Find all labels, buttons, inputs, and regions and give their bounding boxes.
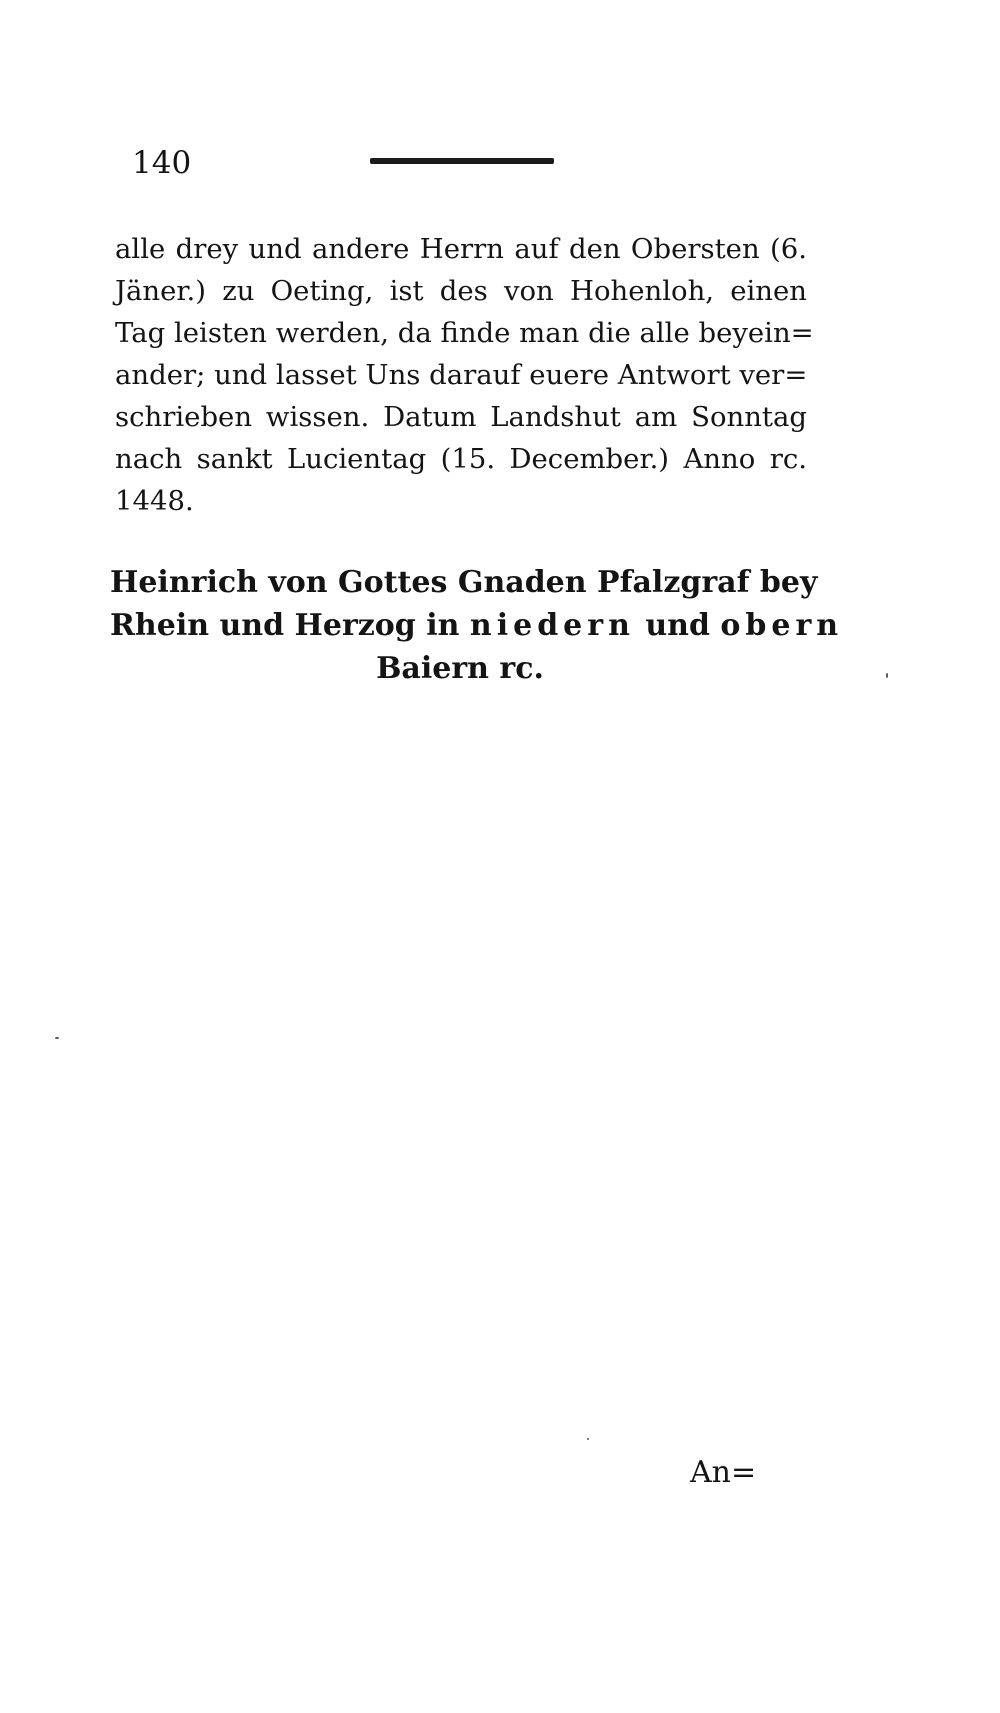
text-line: Tag leisten werden, da finde man die alle beyein= (115, 317, 814, 349)
paper-speck (886, 673, 888, 678)
text-line: ander; und lasset Uns darauf euere Antwort ver= (115, 359, 808, 391)
signature-segment: Rhein und Herzog in (110, 608, 460, 643)
header-rule (370, 158, 554, 164)
signature-block (110, 561, 844, 690)
text-line: 1448. (115, 485, 194, 517)
paper-speck (55, 1037, 59, 1039)
page-number: 140 (132, 145, 192, 181)
body-text (115, 228, 814, 522)
catchword: An= (690, 1455, 757, 1490)
signature-line (110, 604, 844, 647)
signature-line: Heinrich von Gottes Gnaden Pfalzgraf bey (110, 565, 818, 600)
text-line: alle drey und andere Herrn auf den Obersten (6. (115, 233, 807, 265)
signature-segment: und (645, 608, 710, 643)
text-line: schrieben wissen. Datum Landshut am Sonntag (115, 401, 807, 433)
text-line: Jäner.) zu Oeting, ist des von Hohenloh, einen (115, 275, 807, 307)
signature-segment-spaced: obern (720, 608, 844, 643)
signature-segment-spaced: niedern (469, 608, 635, 643)
signature-line: Baiern rc. (376, 651, 544, 686)
paper-speck (587, 1438, 589, 1440)
text-line: nach sankt Lucientag (15. December.) Anno rc. (115, 443, 807, 475)
